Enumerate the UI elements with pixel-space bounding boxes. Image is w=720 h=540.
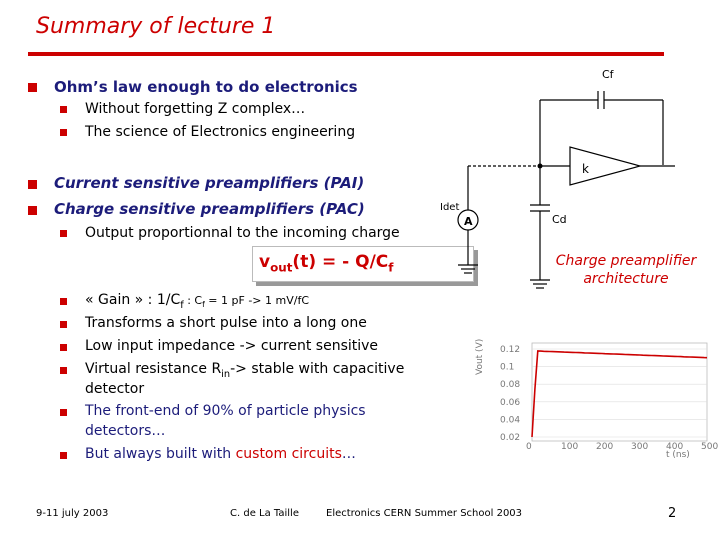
plot-y-tick: 0.1 <box>500 362 515 373</box>
cf-label: Cf <box>602 68 614 81</box>
sub-bullet-z-complex: Without forgetting Z complex… <box>85 101 306 117</box>
bullet-virtual-resistance: Virtual resistance $R_{in}->$ stable with capacitive <box>85 361 405 380</box>
vout-curve <box>532 351 707 437</box>
plot-x-tick: 100 <box>561 442 579 452</box>
sub-bullet-marker <box>60 409 67 416</box>
slide-title: Summary of lecture 1 <box>36 14 276 39</box>
bullet-gain: « Gain » : $1/C_f$ : $C_f = 1$ pF -> 1 mV/fC <box>85 292 310 311</box>
plot-x-tick: 500 <box>701 442 719 452</box>
sub-bullet-marker <box>60 452 67 459</box>
bullet-marker <box>28 206 37 215</box>
idet-label: Idet <box>440 202 460 213</box>
bullet-pulse: Transforms a short pulse into a long one <box>85 315 367 331</box>
page-number: 2 <box>668 506 677 521</box>
source-label: A <box>464 215 473 228</box>
plot-x-tick: 300 <box>631 442 649 452</box>
sub-bullet-marker <box>60 321 67 328</box>
plot-y-tick: 0.04 <box>500 415 521 426</box>
bullet-marker <box>28 180 37 189</box>
footer-date: 9-11 july 2003 <box>36 508 109 519</box>
amplifier-label: k <box>582 162 589 176</box>
cd-label: Cd <box>552 213 567 226</box>
footer-author: C. de La Taille <box>230 508 299 519</box>
bullet-front-end-cont: detectors… <box>85 423 166 439</box>
sub-bullet-marker <box>60 129 67 136</box>
bullet-marker <box>28 83 37 92</box>
sub-bullet-marker <box>60 106 67 113</box>
formula-text: $v_{out}(t)$ = - $Q/C_f$ <box>259 252 394 275</box>
input-node-dot <box>538 164 543 169</box>
plot-y-tick: 0.06 <box>500 397 521 408</box>
sub-bullet-marker <box>60 367 67 374</box>
schematic-caption: Charge preamplifier architecture <box>555 253 697 287</box>
sub-bullet-output-proportional: Output proportionnal to the incoming charge <box>85 225 400 241</box>
bullet-custom-circuits: But always built with custom circuits… <box>85 446 356 462</box>
sub-bullet-marker <box>60 230 67 237</box>
plot-y-tick: 0.12 <box>500 345 521 355</box>
sub-bullet-science: The science of Electronics engineering <box>85 124 356 140</box>
footer-event: Electronics CERN Summer School 2003 <box>326 508 523 519</box>
bullet-virtual-resistance-cont: detector <box>85 381 145 397</box>
output-voltage-plot <box>470 335 720 460</box>
plot-y-tick: 0.02 <box>500 433 521 443</box>
bullet-front-end: The front-end of 90% of particle physics <box>85 403 366 419</box>
amplifier-triangle <box>570 147 640 185</box>
bullet-pai: Current sensitive preamplifiers (PAI) <box>54 174 365 192</box>
plot-x-tick: 200 <box>596 442 614 452</box>
bullet-pac: Charge sensitive preamplifiers (PAC) <box>54 200 365 218</box>
bullet-low-input: Low input impedance -> current sensitive <box>85 338 379 354</box>
bullet-ohms-law: Ohm’s law enough to do electronics <box>54 78 358 96</box>
plot-x-label: t (ns) <box>666 450 690 460</box>
plot-y-label: Vout (V) <box>475 338 485 375</box>
plot-y-tick: 0.08 <box>500 380 521 391</box>
plot-frame <box>532 343 707 441</box>
sub-bullet-marker <box>60 298 67 305</box>
plot-x-tick: 400 <box>666 442 684 452</box>
sub-bullet-marker <box>60 344 67 351</box>
plot-x-tick: 0 <box>526 442 532 452</box>
